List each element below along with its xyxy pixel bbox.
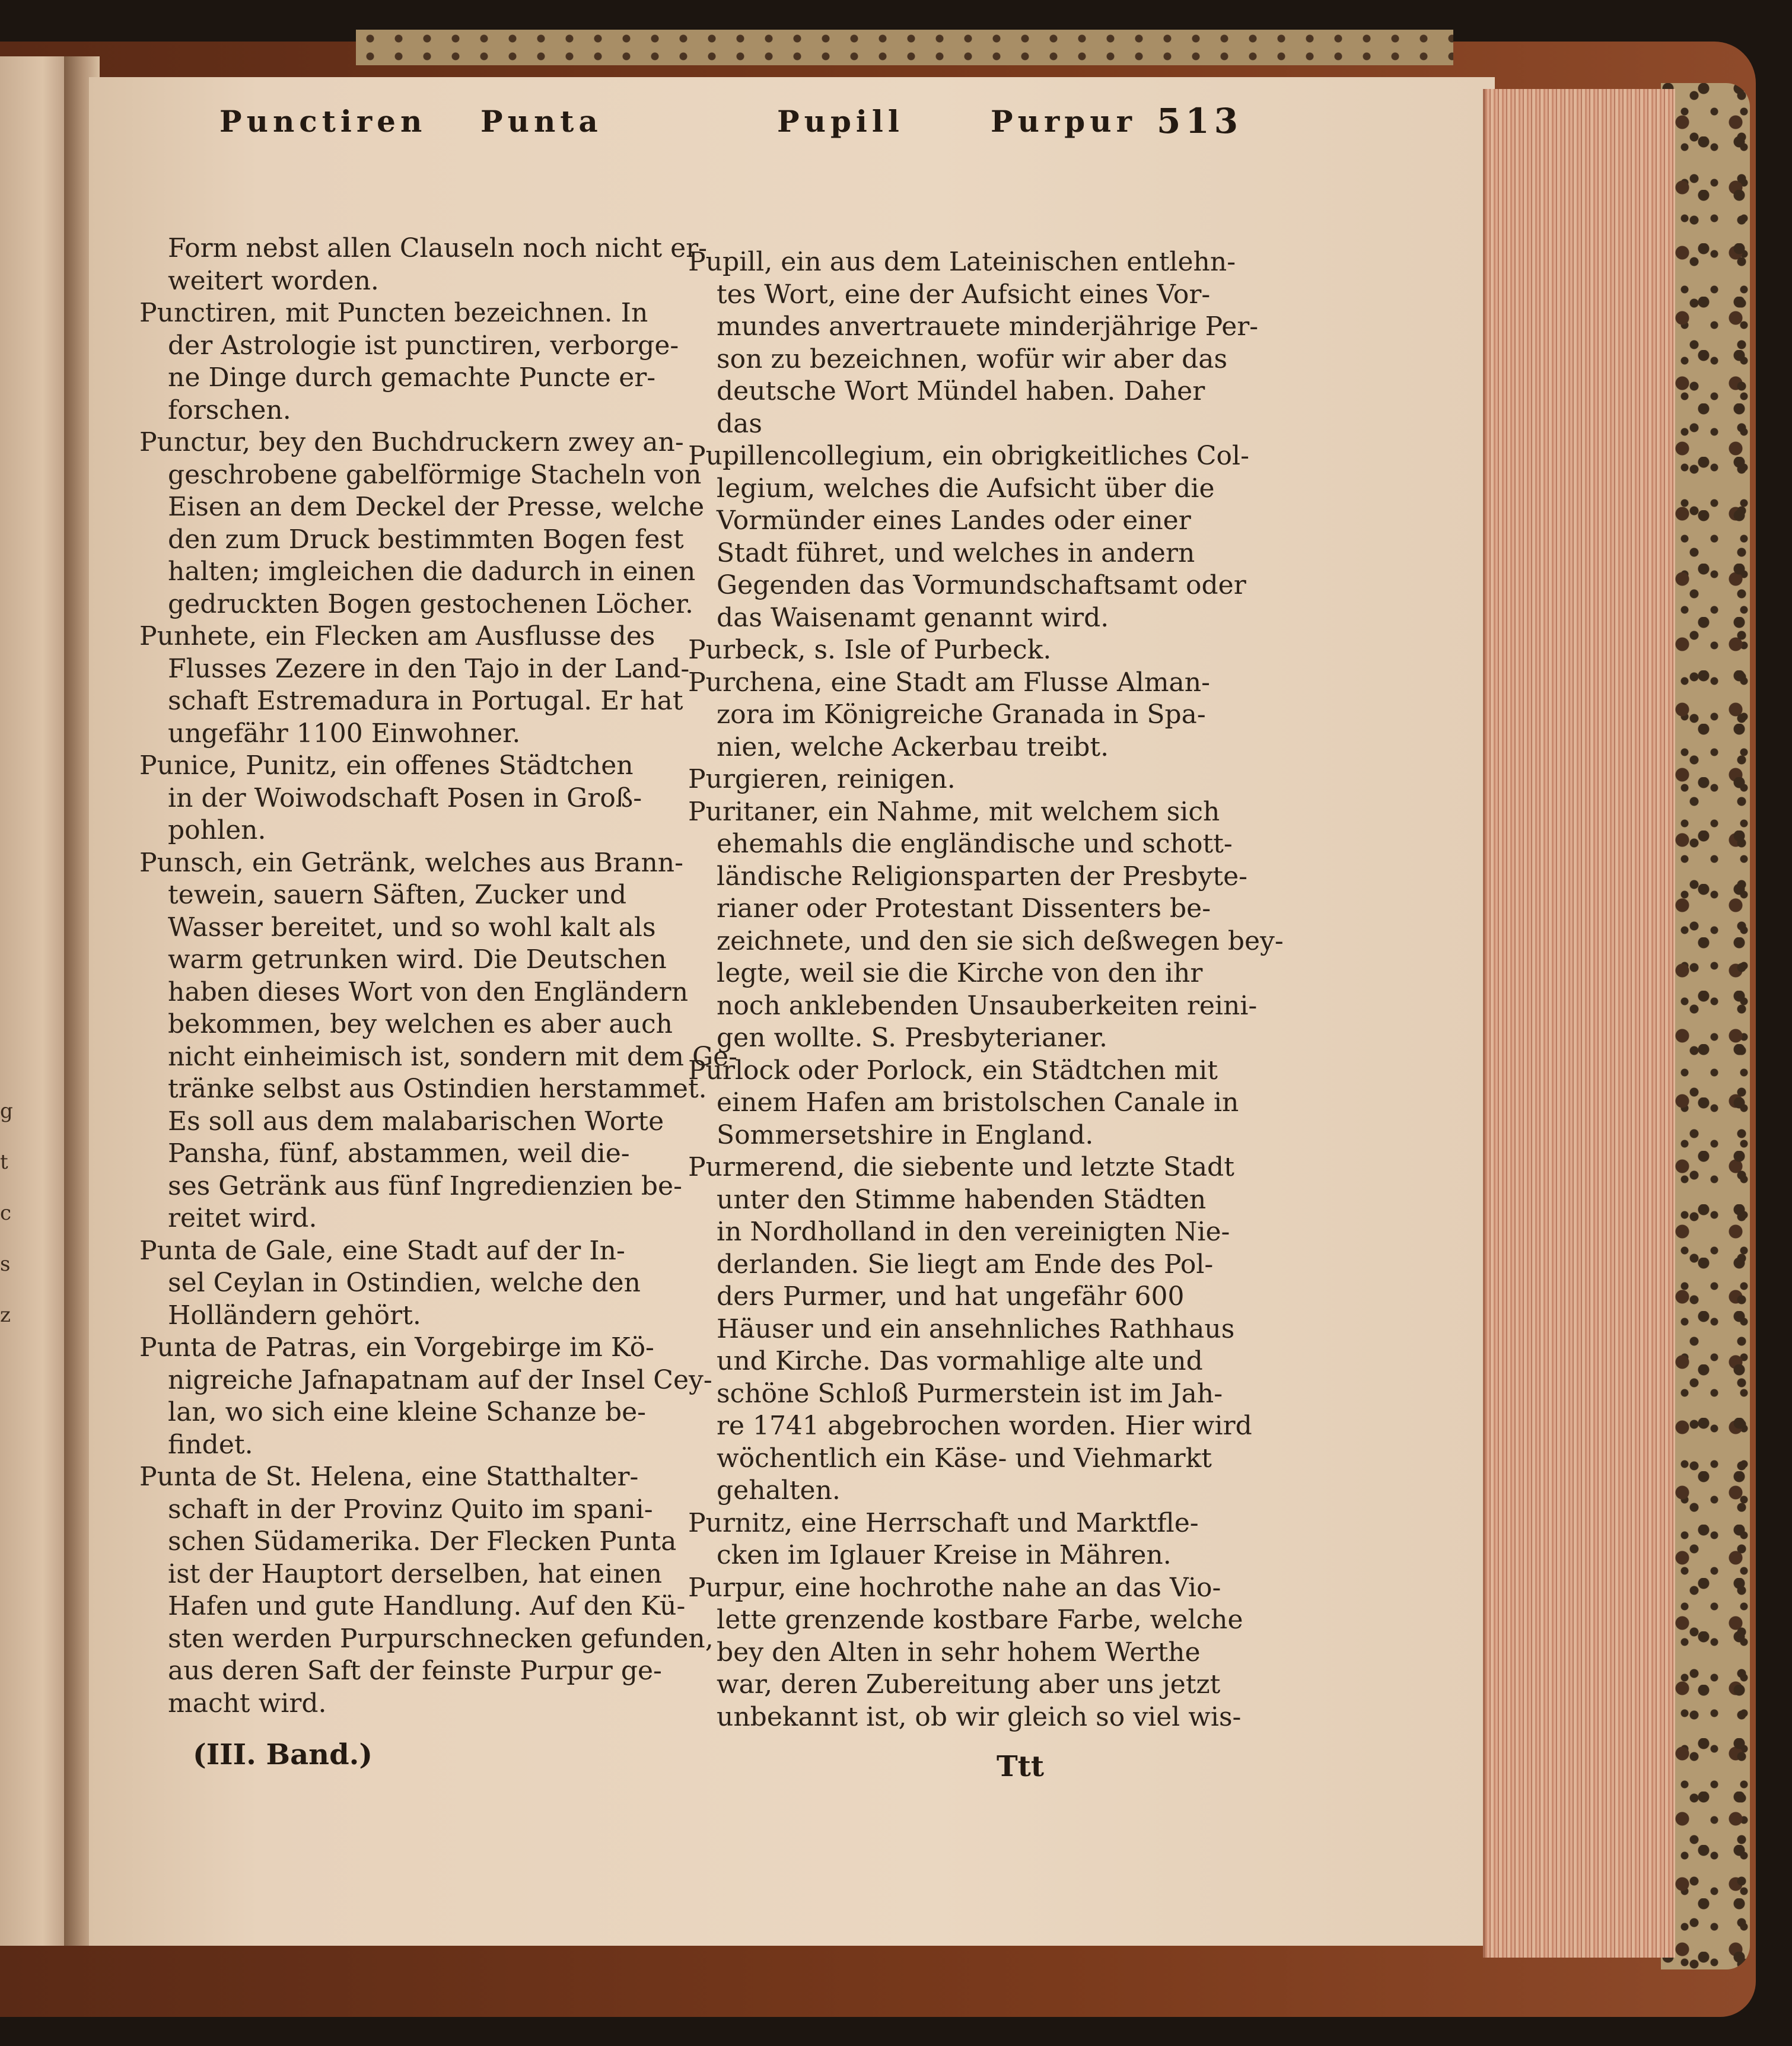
text-line: das xyxy=(717,408,762,439)
text-line: lette grenzende kostbare Farbe, welche xyxy=(717,1605,1243,1635)
text-line: und Kirche. Das vormahlige alte und xyxy=(717,1346,1203,1376)
text-line: haben dieses Wort von den Engländern xyxy=(168,976,689,1007)
text-line: in Nordholland in den vereinigten Nie- xyxy=(717,1217,1230,1247)
text-line: Punctur, bey den Buchdruckern zwey an- xyxy=(139,427,684,457)
text-line: warm getrunken wird. Die Deutschen xyxy=(168,944,667,975)
text-line: lan, wo sich eine kleine Schanze be- xyxy=(168,1397,647,1427)
stub-letter: z xyxy=(0,1303,11,1327)
text-line: Sommersetshire in England. xyxy=(717,1119,1094,1150)
text-line: Eisen an dem Deckel der Presse, welche xyxy=(168,492,705,522)
text-line: legte, weil sie die Kirche von den ihr xyxy=(717,958,1203,988)
text-line: Hafen und gute Handlung. Auf den Kü- xyxy=(168,1591,686,1621)
stub-letter: s xyxy=(0,1252,11,1276)
right-text-column xyxy=(688,246,1284,1733)
text-line: tewein, sauern Säften, Zucker und xyxy=(168,880,627,910)
text-line: findet. xyxy=(168,1429,253,1460)
text-line: Punta de Gale, eine Stadt auf der In- xyxy=(139,1235,625,1266)
text-line: ländische Religionsparten der Presbyte- xyxy=(717,861,1247,892)
text-line: aus deren Saft der feinste Purpur ge- xyxy=(168,1656,662,1686)
text-line: deutsche Wort Mündel haben. Daher xyxy=(717,376,1205,406)
text-line: tränke selbst aus Ostindien herstammet. xyxy=(168,1074,707,1104)
text-line: rianer oder Protestant Dissenters be- xyxy=(717,893,1211,924)
text-line: Punta de Patras, ein Vorgebirge im Kö- xyxy=(139,1332,654,1363)
text-line: ist der Hauptort derselben, hat einen xyxy=(168,1558,663,1589)
text-line: schöne Schloß Purmerstein ist im Jah- xyxy=(717,1378,1223,1409)
text-line: Purchena, eine Stadt am Flusse Alman- xyxy=(688,667,1210,698)
text-line: Wasser bereitet, und so wohl kalt als xyxy=(168,912,656,943)
text-line: Punice, Punitz, ein offenes Städtchen xyxy=(139,750,634,781)
text-line: bey den Alten in sehr hohem Werthe xyxy=(717,1637,1201,1668)
text-line: Punsch, ein Getränk, welches aus Brann- xyxy=(139,847,683,878)
running-head-left-outer: Punctiren xyxy=(219,104,427,139)
stub-letter: g xyxy=(0,1099,13,1123)
page-number: 513 xyxy=(1157,101,1243,141)
text-line: weitert worden. xyxy=(168,265,379,296)
text-line: son zu bezeichnen, wofür wir aber das xyxy=(717,343,1228,374)
text-line: schaft Estremadura in Portugal. Er hat xyxy=(168,686,683,716)
text-line: Purgieren, reinigen. xyxy=(688,764,956,794)
text-line: legium, welches die Aufsicht über die xyxy=(717,473,1215,504)
left-text-column xyxy=(139,233,744,1720)
text-line: Purpur, eine hochrothe nahe an das Vio- xyxy=(688,1572,1221,1603)
text-line: Häuser und ein ansehnliches Rathhaus xyxy=(717,1313,1235,1344)
text-line: zeichnete, und den sie sich deßwegen bey- xyxy=(717,925,1284,956)
text-line: der Astrologie ist punctiren, verborge- xyxy=(168,330,679,361)
text-line: schaft in der Provinz Quito im spani- xyxy=(168,1494,653,1525)
text-line: gen wollte. S. Presbyterianer. xyxy=(717,1023,1107,1053)
text-line: geschrobene gabelförmige Stacheln von xyxy=(168,459,702,490)
text-line: ungefähr 1100 Einwohner. xyxy=(168,718,521,749)
text-line: war, deren Zubereitung aber uns jetzt xyxy=(717,1669,1221,1700)
text-line: derlanden. Sie liegt am Ende des Pol- xyxy=(717,1249,1214,1280)
running-head-left-inner: Punta xyxy=(480,104,603,139)
text-line: halten; imgleichen die dadurch in einen xyxy=(168,556,696,587)
text-line: Stadt führet, und welches in andern xyxy=(717,537,1195,568)
text-line: Purlock oder Porlock, ein Städtchen mit xyxy=(688,1055,1218,1086)
text-line: wöchentlich ein Käse- und Viehmarkt xyxy=(717,1443,1212,1474)
text-line: Puritaner, ein Nahme, mit welchem sich xyxy=(688,796,1220,827)
marbled-top-edge xyxy=(356,30,1453,65)
text-line: unter den Stimme habenden Städten xyxy=(717,1184,1207,1215)
text-line: den zum Druck bestimmten Bogen fest xyxy=(168,524,684,555)
stub-letter: t xyxy=(0,1150,8,1174)
text-line: Gegenden das Vormundschaftsamt oder xyxy=(717,570,1246,600)
text-line: reitet wird. xyxy=(168,1203,317,1233)
text-line: unbekannt ist, ob wir gleich so viel wis- xyxy=(717,1701,1242,1732)
volume-signature: (III. Band.) xyxy=(193,1738,373,1771)
text-line: in der Woiwodschaft Posen in Groß- xyxy=(168,782,642,813)
text-line: Purnitz, eine Herrschaft und Marktfle- xyxy=(688,1507,1199,1538)
page-edges xyxy=(1483,89,1675,1958)
running-head-right-outer: Purpur xyxy=(991,104,1137,139)
text-line: tes Wort, eine der Aufsicht eines Vor- xyxy=(717,279,1211,310)
text-line: Flusses Zezere in den Tajo in der Land- xyxy=(168,653,690,684)
text-line: nien, welche Ackerbau treibt. xyxy=(717,731,1109,762)
text-line: forschen. xyxy=(168,394,291,425)
gathering-signature: Ttt xyxy=(997,1750,1045,1783)
left-page-stub-letters xyxy=(0,1086,24,1916)
text-line: ses Getränk aus fünf Ingredienzien be- xyxy=(168,1170,682,1201)
text-line: Holländern gehört. xyxy=(168,1300,421,1331)
text-line: mundes anvertrauete minderjährige Per- xyxy=(717,311,1259,342)
text-line: das Waisenamt genannt wird. xyxy=(717,602,1109,633)
text-line: sel Ceylan in Ostindien, welche den xyxy=(168,1268,641,1298)
text-line: pohlen. xyxy=(168,815,266,845)
text-line: Pupillencollegium, ein obrigkeitliches Col- xyxy=(688,441,1249,471)
text-line: ehemahls die engländische und schott- xyxy=(717,829,1233,859)
text-line: Vormünder eines Landes oder einer xyxy=(717,505,1191,536)
text-line: Pupill, ein aus dem Lateinischen entlehn- xyxy=(688,247,1236,277)
text-line: zora im Königreiche Granada in Spa- xyxy=(717,699,1206,730)
text-line: cken im Iglauer Kreise in Mähren. xyxy=(717,1540,1172,1570)
text-line: schen Südamerika. Der Flecken Punta xyxy=(168,1526,677,1557)
text-line: gedruckten Bogen gestochenen Löcher. xyxy=(168,588,694,619)
text-line: noch anklebenden Unsauberkeiten reini- xyxy=(717,990,1258,1021)
stub-letter: c xyxy=(0,1201,12,1225)
text-line: Punta de St. Helena, eine Statthalter- xyxy=(139,1462,639,1492)
text-line: bekommen, bey welchen es aber auch xyxy=(168,1009,673,1039)
text-line: Es soll aus dem malabarischen Worte xyxy=(168,1106,664,1137)
text-line: ders Purmer, und hat ungefähr 600 xyxy=(717,1281,1185,1312)
text-line: ne Dinge durch gemachte Puncte er- xyxy=(168,362,656,393)
text-line: Pansha, fünf, abstammen, weil die- xyxy=(168,1138,630,1169)
text-line: nicht einheimisch ist, sondern mit dem Ge- xyxy=(168,1041,738,1072)
text-line: Form nebst allen Clauseln noch nicht er- xyxy=(168,233,708,263)
text-line: macht wird. xyxy=(168,1688,327,1719)
text-line: Punctiren, mit Puncten bezeichnen. In xyxy=(139,298,648,328)
text-line: Purbeck, s. Isle of Purbeck. xyxy=(688,635,1052,665)
text-line: Punhete, ein Flecken am Ausflusse des xyxy=(139,621,655,651)
text-line: Purmerend, die siebente und letzte Stadt xyxy=(688,1152,1234,1182)
text-line: nigreiche Jafnapatnam auf der Insel Cey- xyxy=(168,1364,712,1395)
running-head-right-inner: Pupill xyxy=(777,104,904,139)
text-line: sten werden Purpurschnecken gefunden, xyxy=(168,1623,714,1654)
text-line: re 1741 abgebrochen worden. Hier wird xyxy=(717,1411,1252,1441)
text-line: gehalten. xyxy=(717,1475,841,1506)
text-line: einem Hafen am bristolschen Canale in xyxy=(717,1087,1239,1118)
